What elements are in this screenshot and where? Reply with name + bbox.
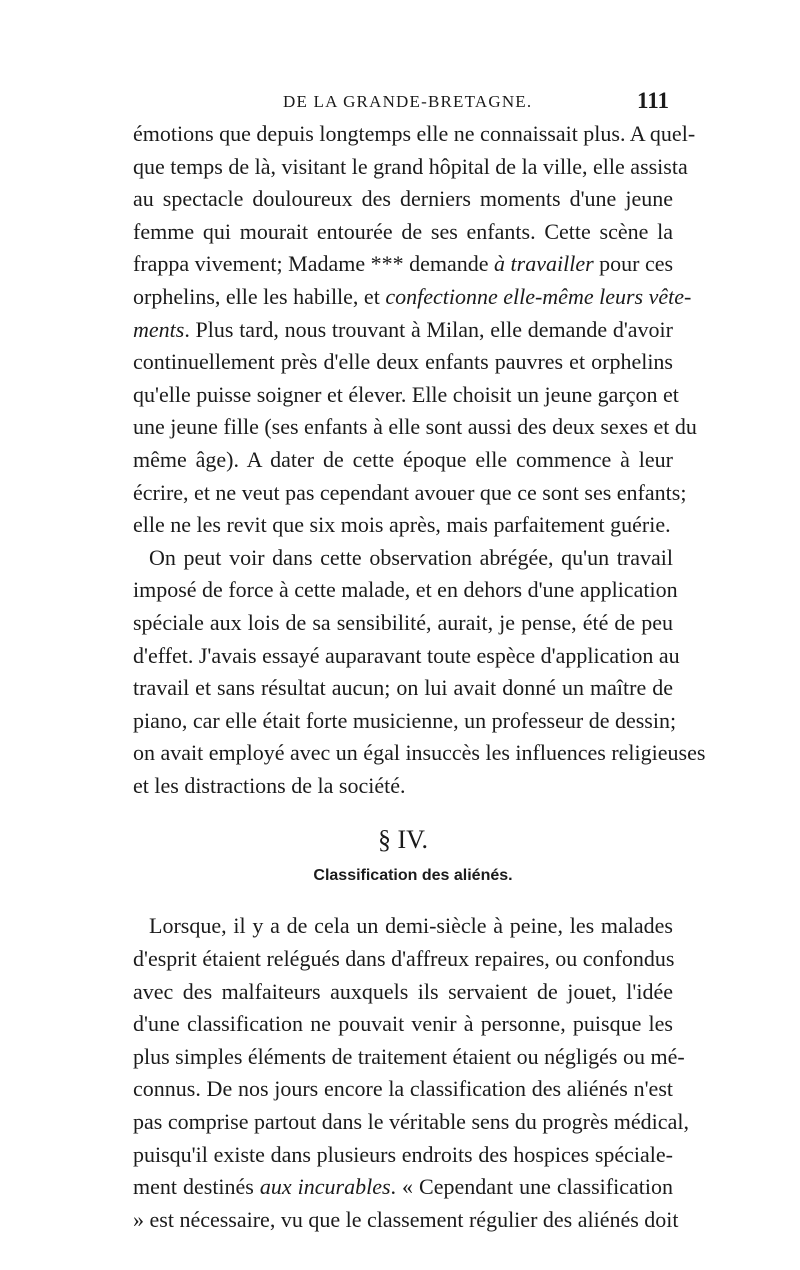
text-line: frappa vivement; Madame *** demande à travailler pour ces [133, 251, 674, 277]
text-line: spéciale aux lois de sa sensibilité, aurait, je pense, été de peu [133, 609, 673, 635]
book-page [133, 88, 706, 1236]
italic-text: ments [133, 316, 185, 342]
body-text-before-section [133, 118, 706, 802]
body-text-after-section [133, 910, 689, 1236]
text-line: ments. Plus tard, nous trouvant à Milan, elle demande d'avoir [133, 316, 673, 342]
running-title: DE LA GRANDE-BRETAGNE. [283, 92, 533, 111]
paragraph [133, 542, 706, 803]
text-line: plus simples éléments de traitement étaient ou négligés ou mé- [133, 1043, 685, 1069]
text-line: puisqu'il existe dans plusieurs endroits des hospices spéciale- [133, 1141, 673, 1167]
text-line: émotions que depuis longtemps elle ne connaissait plus. A quel- [133, 121, 696, 146]
paragraph [133, 118, 697, 542]
running-head [133, 88, 673, 118]
text-line: une jeune fille (ses enfants à elle sont aussi des deux sexes et du [133, 414, 697, 440]
section-number: § IV. [377, 825, 429, 855]
text-line: écrire, et ne veut pas cependant avouer que ce sont ses enfants; [133, 479, 687, 505]
italic-text: à travailler [494, 251, 594, 277]
text-line: avec des malfaiteurs auxquels ils servaient de jouet, l'idée [133, 978, 673, 1004]
text-line: femme qui mourait entourée de ses enfants. Cette scène la [133, 218, 673, 244]
text-line: d'esprit étaient relégués dans d'affreux repaires, ou confondus [133, 946, 675, 972]
page-number: 111 [637, 88, 669, 113]
text-line: d'effet. J'avais essayé auparavant toute espèce d'application au [133, 642, 680, 668]
text-line: d'une classification ne pouvait venir à personne, puisque les [133, 1011, 673, 1037]
text-line: même âge). A dater de cette époque elle commence à leur [133, 446, 673, 472]
paragraph [133, 910, 689, 1236]
text-line: on avait employé avec un égal insuccès les influences religieuses [133, 740, 706, 766]
text-line: travail et sans résultat aucun; on lui avait donné un maître de [133, 675, 673, 701]
text-line: et les distractions de la société. [133, 772, 406, 798]
text-line: piano, car elle était forte musicienne, un professeur de dessin; [133, 707, 677, 733]
italic-text: confectionne elle-même leurs vête- [385, 283, 692, 309]
text-line: qu'elle puisse soigner et élever. Elle choisit un jeune garçon et [133, 381, 679, 407]
text-line: au spectacle douloureux des derniers moments d'une jeune [133, 186, 673, 212]
text-line: imposé de force à cette malade, et en dehors d'une application [133, 577, 678, 603]
text-line: elle ne les revit que six mois après, mais parfaitement guérie. [133, 512, 671, 538]
text-line: que temps de là, visitant le grand hôpital de la ville, elle assista [133, 153, 688, 179]
text-line: Lorsque, il y a de cela un demi-siècle à peine, les malades [149, 913, 673, 939]
text-line: » est nécessaire, vu que le classement régulier des aliénés doit [133, 1206, 679, 1232]
text-line: orphelins, elle les habille, et confectionne elle-même leurs vête- [133, 283, 692, 309]
italic-text: aux incurables [259, 1174, 391, 1200]
text-line: continuellement près d'elle deux enfants pauvres et orphelins [133, 349, 673, 375]
text-line: pas comprise partout dans le véritable sens du progrès médical, [133, 1109, 689, 1135]
section-title: Classification des aliénés. [313, 867, 513, 885]
text-line: On peut voir dans cette observation abrégée, qu'un travail [149, 544, 673, 570]
text-line: ment destinés aux incurables. « Cependant une classification [133, 1174, 673, 1200]
text-line: connus. De nos jours encore la classification des aliénés n'est [133, 1076, 673, 1102]
